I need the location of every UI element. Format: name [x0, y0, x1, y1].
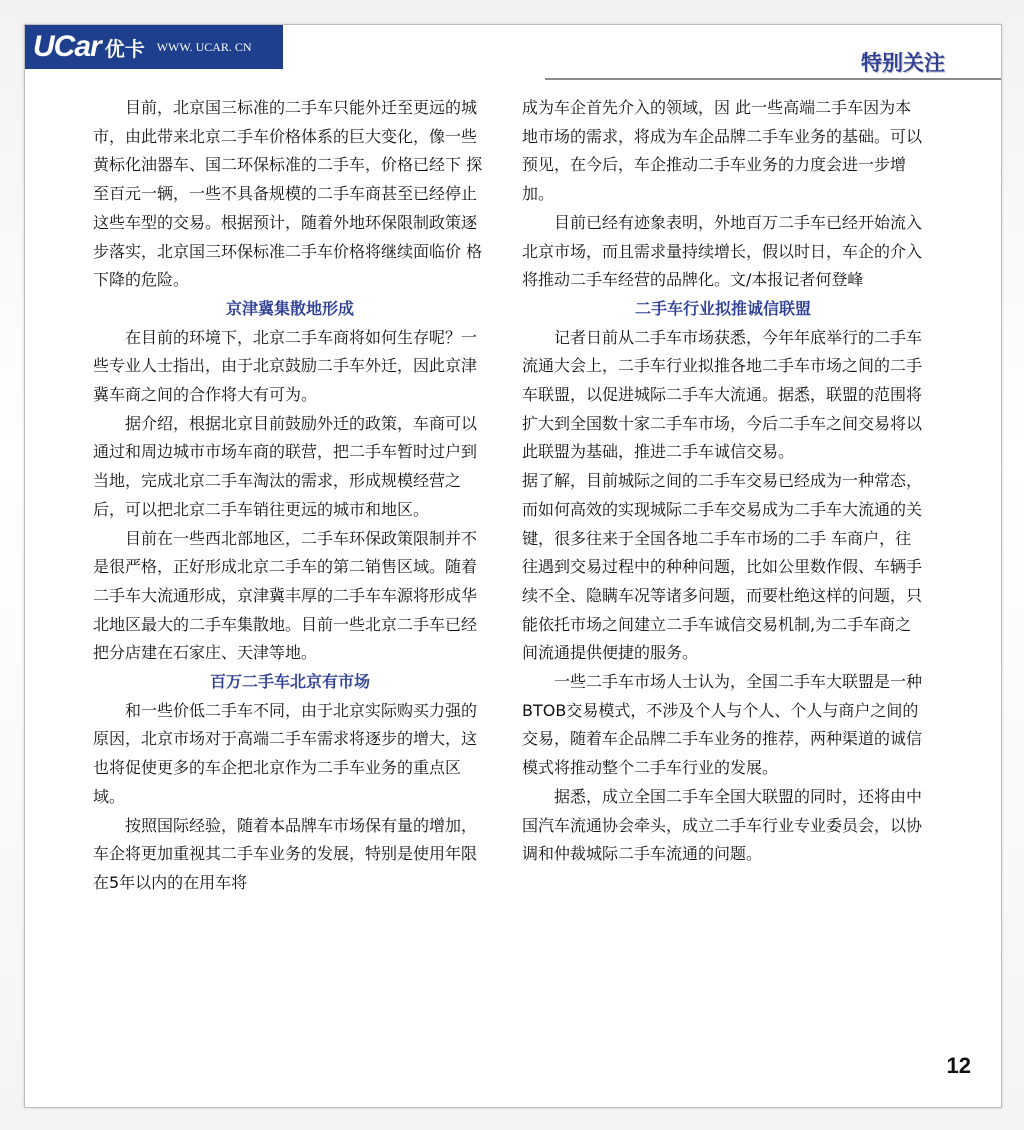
article-paragraph: 目前已经有迹象表明，外地百万二手车已经开始流入北京市场，而且需求量持续增长，假以时日，车企的介入将推动二手车经营的品牌化。文/本报记者何登峰: [522, 212, 923, 290]
article-paragraph: 目前，北京国三标准的二手车只能外迁至更远的城市，由此带来北京二手车价格体系的巨大变化，像一些黄标化油器车、国二环保标准的二手车，价格已经下 探至百元一辆，一些不具备规模的二手车商甚至已经停止这些车型的交易。根据预计，随着外地环保限制政策逐步落实，北京国三环保标准二手车价格将继续面临价 格下降的危险。: [93, 98, 483, 290]
article-paragraph: 按照国际经验，随着本品牌车市场保有量的增加，车企将更加重视其二手车业务的发展，特别是使用年限在5年以内的在用车将: [93, 815, 478, 892]
page-number: 12: [946, 1053, 971, 1078]
right-column: [522, 94, 924, 869]
ucar-logo-cn: 优卡: [104, 36, 145, 61]
article-paragraph: 记者日前从二手车市场获悉，今年年底举行的二手车流通大会上，二手车行业拟推各地二手车市场之间的二手车联盟，以促进城际二手车大流通。据悉，联盟的范围将扩大到全国数十家二手车市场，今后二手车之间交易将以此联盟为基础，推进二手车诚信交易。: [522, 327, 923, 462]
left-column: [93, 94, 487, 898]
article-paragraph: 据悉，成立全国二手车全国大联盟的同时，还将由中国汽车流通协会牵头，成立二手车行业专业委员会，以协调和仲裁城际二手车流通的问题。: [522, 786, 923, 864]
article-paragraph: 和一些价低二手车不同，由于北京实际购买力强的原因，北京市场对于高端二手车需求将逐步的增大，这也将促使更多的车企把北京作为二手车业务的重点区域。: [93, 700, 478, 806]
ucar-logo-bar: [25, 25, 283, 69]
magazine-page: [24, 24, 1002, 1108]
article-paragraph: 据了解，目前城际之间的二手车交易已经成为一种常态，而如何高效的实现城际二手车交易成为二手车大流通的关键，很多往来于全国各地二手车市场的二手 车商户，往往遇到交易过程中的种种问题，比如公里数作假、车辆手续不全、隐瞒车况等诸多问题，而要杜绝这样的问题，只能依托市场之间建立二手车诚信交易机制,为二手车商之间流通提供便捷的服务。: [522, 471, 923, 663]
article-paragraph: 目前在一些西北部地区，二手车环保政策限制并不是很严格，正好形成北京二手车的第二销售区域。随着二手车大流通形成，京津冀丰厚的二手车车源将形成华北地区最大的二手车集散地。目前一些北京二手车已经把分店建在石家庄、天津等地。: [93, 528, 478, 663]
header-divider: [545, 78, 1001, 80]
article-paragraph: 一些二手车市场人士认为，全国二手车大联盟是一种BTOB交易模式，不涉及个人与个人、个人与商户之间的交易，随着车企品牌二手车业务的推荐，两种渠道的诚信模式将推动整个二手车行业的发展。: [522, 672, 923, 778]
article-subheading: 百万二手车北京有市场: [209, 672, 370, 692]
article-subheading: 京津冀集散地形成: [225, 298, 354, 318]
article-paragraph: 成为车企首先介入的领域，因 此一些高端二手车因为本地市场的需求，将成为车企品牌二手车业务的基础。可以预见，在今后，车企推动二手车业务的力度会进一步增加。: [522, 98, 923, 204]
article-subheading: 二手车行业拟推诚信联盟: [634, 298, 811, 318]
ucar-logo: UCar: [33, 30, 101, 63]
article-paragraph: 在目前的环境下，北京二手车商将如何生存呢？一些专业人士指出，由于北京鼓励二手车外迁，因此京津冀车商之间的合作将大有可为。: [93, 327, 478, 405]
section-title: 特别关注: [861, 51, 945, 75]
website-url: WWW. UCAR. CN: [156, 39, 252, 54]
article-paragraph: 据介绍，根据北京目前鼓励外迁的政策，车商可以通过和周边城市市场车商的联营，把二手车暂时过户到当地，完成北京二手车淘汰的需求，形成规模经营之后，可以把北京二手车销往更远的城市和地区。: [93, 413, 478, 519]
